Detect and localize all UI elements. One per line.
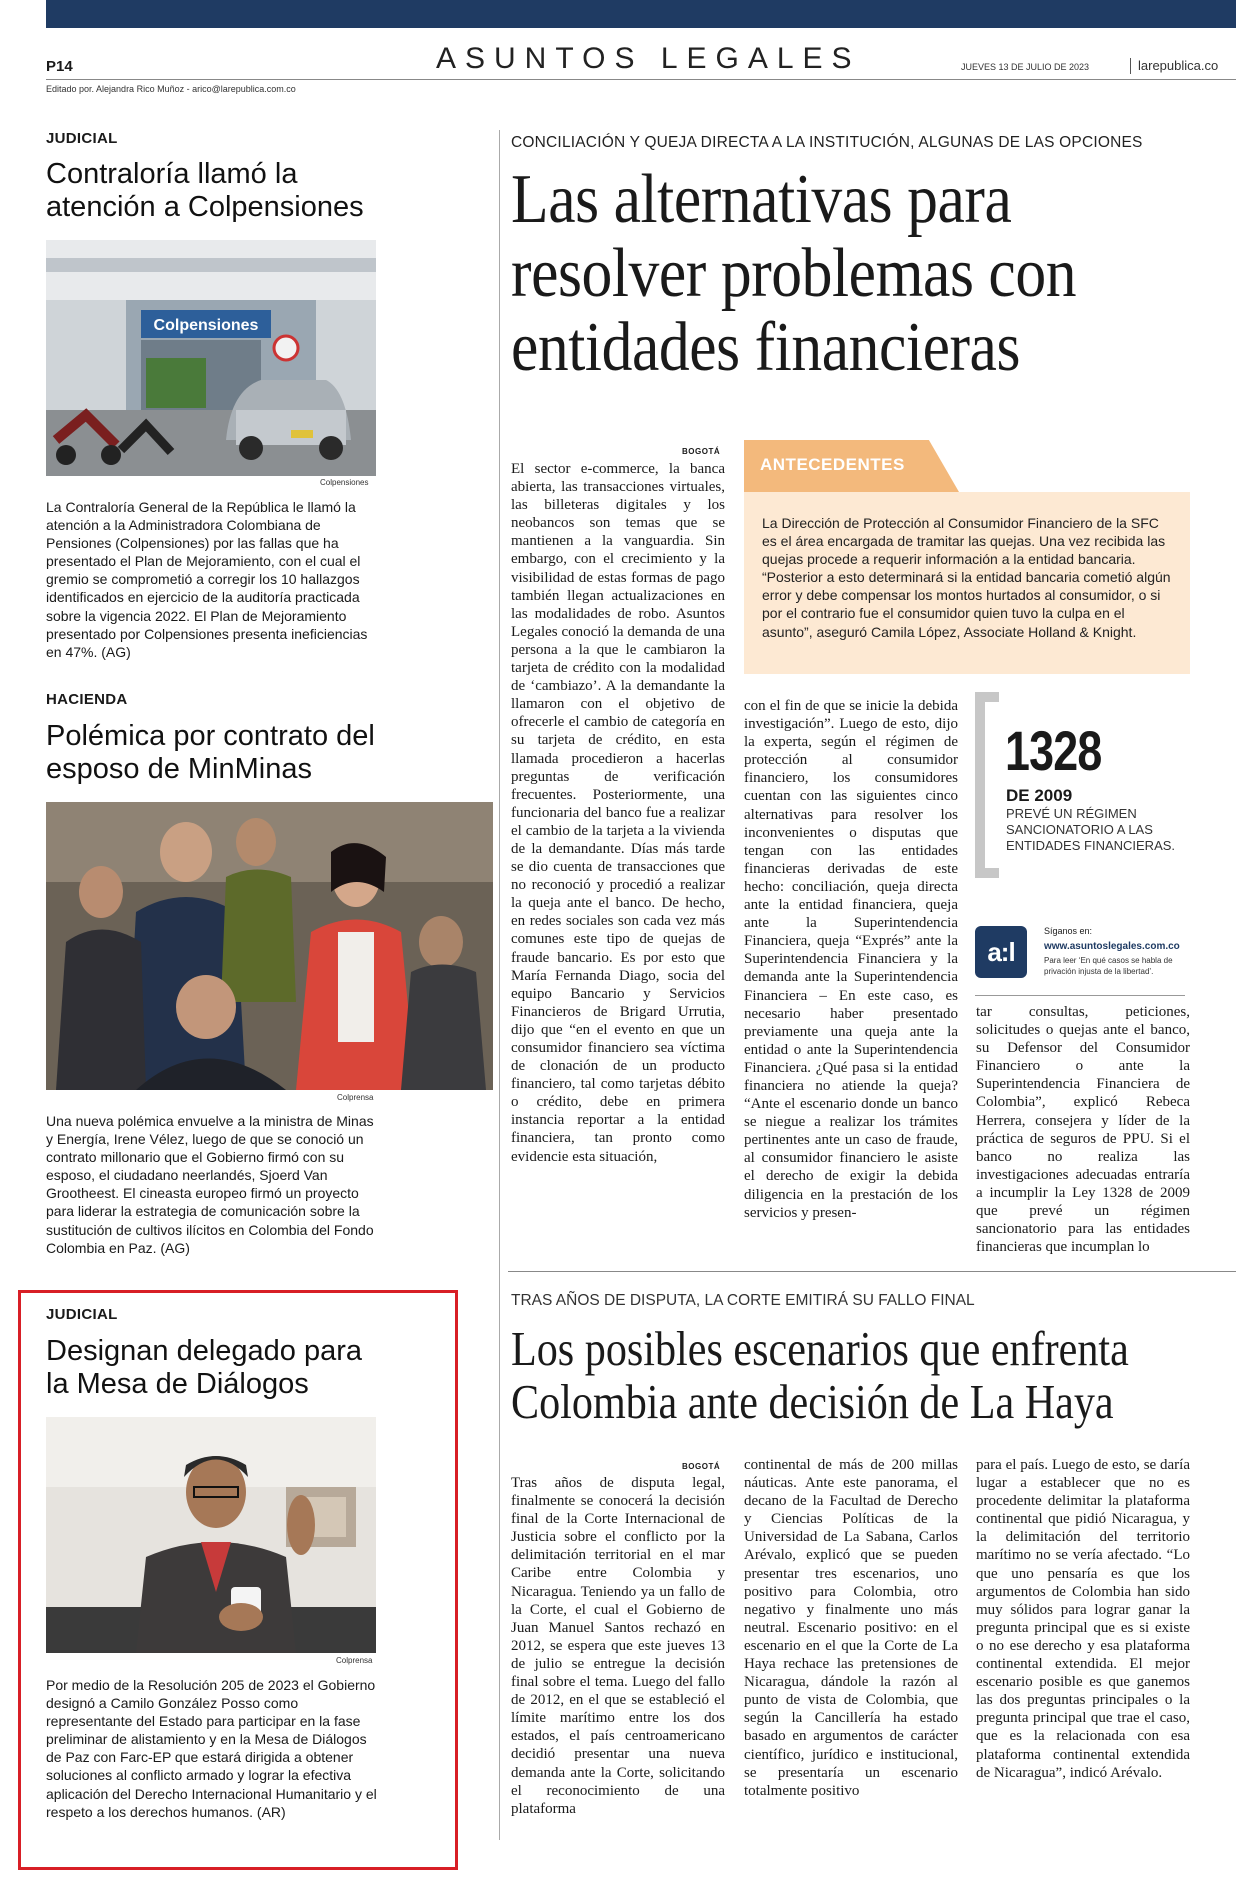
brief2-photo-credit: Colprensa xyxy=(337,1093,374,1102)
masthead xyxy=(46,28,1236,82)
column-divider xyxy=(499,130,500,1840)
antecedentes-label: ANTECEDENTES xyxy=(760,455,905,474)
article-divider xyxy=(508,1271,1236,1272)
minminas-photo xyxy=(46,802,493,1090)
fact-bracket xyxy=(975,692,999,878)
section-name: ASUNTOS LEGALES xyxy=(436,42,861,75)
follow-note: Para leer ‘En qué casos se habla de privación injusta de la libertad’. xyxy=(1044,956,1173,976)
second-headline-line2: Colombia ante decisión de La Haya xyxy=(511,1374,1114,1429)
brief3-body: Por medio de la Resolución 205 de 2023 el Gobierno designó a Camilo González Posso como representante del Estado para participar en la fase preliminar de alistamiento y en la Mesa de Diálogos de Paz con Farc-EP que estará dirigida a obtener soluciones al conflicto armado y lograr la efectiva aplicación del Derecho Internacional Humanitario y el respeto a los derechos humanos. (AR) xyxy=(46,1677,377,1820)
brief2-title: Polémica por contrato del esposo de MinMinas xyxy=(46,720,375,785)
main-kicker: CONCILIACIÓN Y QUEJA DIRECTA A LA INSTITUCIÓN, ALGUNAS DE LAS OPCIONES xyxy=(511,134,1143,151)
fact-description: PREVÉ UN RÉGIMEN SANCIONATORIO A LAS ENTIDADES FINANCIERAS. xyxy=(1006,806,1176,853)
header-rule xyxy=(46,79,1236,80)
brief1-title: Contraloría llamó la atención a Colpensiones xyxy=(46,158,364,223)
brief3-kicker: JUDICIAL xyxy=(46,1306,118,1323)
site-url[interactable]: larepublica.co xyxy=(1138,58,1219,73)
colpensiones-photo xyxy=(46,240,376,476)
page-number: P14 xyxy=(46,58,73,75)
second-headline-line1: Los posibles escenarios que enfrenta xyxy=(511,1321,1129,1376)
fact-subtitle: DE 2009 xyxy=(1006,786,1073,805)
second-kicker: TRAS AÑOS DE DISPUTA, LA CORTE EMITIRÁ SU FALLO FINAL xyxy=(511,1292,975,1309)
delegate-photo xyxy=(46,1417,376,1653)
main-dateline: BOGOTÁ xyxy=(682,447,721,456)
editor-credit: Editado por. Alejandra Rico Muñoz - arico@larepublica.com.co xyxy=(46,84,296,94)
masthead-bar xyxy=(46,0,1236,28)
brief3-photo-credit: Colprensa xyxy=(336,1656,373,1665)
second-column-1: Tras años de disputa legal, finalmente se conocerá la decisión final de la Corte Internacional de Justicia sobre el conflicto por la delimitación territorial en el mar Caribe entre Colombia y Nicaragua. Teniendo ya un fallo de la Corte, el cual el Gobierno de Juan Manuel Santos rechazó en 2012, se espera que este jueves 13 de julio se entregue la decisión final sobre el tema. Luego del fallo de 2012, en el que se estableció el límite marítimo entre los dos estados, el país centroamericano decidió presentar una nueva demanda ante la Corte, solicitando el reconocimiento de una plataforma xyxy=(511,1475,725,1817)
brief1-kicker: JUDICIAL xyxy=(46,130,118,147)
main-column-3: tar consultas, peticiones, solicitudes o quejas ante el banco, su Defensor del Consumidor Financiero o ante la Superintendencia Financiera de Colombia”, explicó Rebeca Herrera, consejera y líder de la práctica de seguros de PPU. Si el banco no realiza las investigaciones adecuadas entraría a incumplir la Ley 1328 de 2009 que prevé un régimen sancionatorio para las entidades financieras que incumplan lo xyxy=(976,1004,1190,1256)
brief1-photo-credit: Colpensiones xyxy=(320,478,369,487)
antecedentes-text: La Dirección de Protección al Consumidor Financiero de la SFC es el área encargada de tramitar las quejas. Una vez recibida las quejas procede a requerir información a la entidad bancaria. “Posterior a esto determinará si la entidad bancaria cometió algún error y debe compensar los montos hurtados al consumidor, o si por el contrario fue el consumidor quien tuvo la culpa en el asunto”, aseguró Camila López, Associate Holland & Knight. xyxy=(762,515,1171,640)
second-dateline: BOGOTÁ xyxy=(682,1462,721,1471)
main-headline-text: Las alternativas para resolver problemas con entidades financieras xyxy=(511,161,1077,386)
follow-url[interactable]: www.asuntoslegales.com.co xyxy=(1044,941,1180,952)
brief3-title: Designan delegado para la Mesa de Diálogos xyxy=(46,1335,363,1400)
issue-date: JUEVES 13 DE JULIO DE 2023 xyxy=(961,62,1090,72)
fact-number: 1328 xyxy=(1005,719,1102,782)
follow-title: Síganos en: xyxy=(1044,926,1093,936)
brief1-body: La Contraloría General de la República le llamó la atención a la Administradora Colombiana de Pensiones (Colpensiones) por las fallas que ha presentado el Plan de Mejoramiento, con el cual el gremio se comprometió a corregir los 10 hallazgos identificados en ejercicio de la auditoría practicada sobre la vigencia 2022. El Plan de Mejoramiento presentado por Colpensiones presenta ineficiencias en 47%. (AG) xyxy=(46,499,368,660)
brief2-kicker: HACIENDA xyxy=(46,691,128,708)
main-headline xyxy=(511,163,1127,385)
second-headline xyxy=(511,1322,1129,1428)
second-column-2: continental de más de 200 millas náuticas. Ante este panorama, el decano de la Facultad de Derecho y Ciencias Políticas de la Universidad de La Sabana, Carlos Arévalo, explicó que se pueden presentar tres escenarios, uno positivo para Colombia, otro negativo y finalmente uno más neutral. Escenario positivo: en el escenario en el que la Corte de La Haya rechace las pretensiones de Nicaragua, dándole la razón al punto de vista de Colombia, que según la Cancillería ha estado basado en argumentos de carácter científico, jurídico e institucional, se presentaría un escenario totalmente positivo xyxy=(744,1457,958,1799)
asuntos-legales-logo: a:l xyxy=(975,926,1027,978)
main-column-1: El sector e-commerce, la banca abierta, las transacciones virtuales, las billeteras digitales y los neobancos son temas que se mantienen a la vanguardia. Sin embargo, con el crecimiento y la visibilidad de estas formas de pago también llegan actualizaciones en las modalidades de robo. Asuntos Legales conoció la demanda de una persona a la que le cambiaron la tarjeta de crédito con la modalidad de ‘cambiazo’. A la demandante la llamaron con el objetivo de ofrecerle el cambio de categoría en su tarjeta de crédito, en esta llamada procedieron a hacerlas preguntas de verificación frecuentes. Posteriormente, una funcionaria del banco fue a realizar el cambio de la tarjeta a la vivienda de la demandante. Días más tarde se dio cuenta de transacciones que no reconoció y procedió a realizar la queja ante el banco. De hecho, en redes sociales son cada vez más comunes este tipo de quejas de fraude bancario. Es por esto que María Fernanda Diago, socia del equipo Bancario y Servicios Financieros de Brigard Urrutia, dijo que “en el evento en que un consumidor financiero sea víctima de clonación de un producto financiero, tal como tarjetas débito o crédito, debe en primera instancia reportar a la entidad financiera, tan pronto como evidencie esta situación, xyxy=(511,461,725,1165)
masthead-divider xyxy=(1130,58,1131,74)
brief2-body: Una nueva polémica envuelve a la ministra de Minas y Energía, Irene Vélez, luego de que se conoció un contrato millonario que el Gobierno firmó con su esposo, el ciudadano neerlandés, Sjoerd Van Grootheest. El cineasta europeo firmó un proyecto para liderar la estrategia de comunicación sobre la sustitución de cultivos ilícitos en Colombia del Fondo Colombia en Paz. (AG) xyxy=(46,1113,374,1256)
follow-rule xyxy=(975,995,1185,996)
colpensiones-sign: Colpensiones xyxy=(153,317,259,334)
second-column-3: para el país. Luego de esto, se daría lugar a establecer que no es procedente delimitar la plataforma continental que pidió Nicaragua, y la delimitación del territorio marítimo no se vería afectado. “Lo que uno pensaría es que los argumentos de Colombia han sido muy sólidos para lograr ganar la pregunta principal que es si existe o no ese derecho y esa plataforma continental extendida. El mejor escenario posible es que ganemos las dos preguntas principales o la pregunta principal que trae el caso, que es la relacionada con esa plataforma continental extendida de Nicaragua”, indicó Arévalo. xyxy=(976,1457,1190,1781)
main-column-2: con el fin de que se inicie la debida investigación”. Luego de esto, dijo la experta, según el régimen de protección al consumidor financiero, los consumidores cuentan con las siguientes cinco alternativas para resolver los inconvenientes o disputas que tengan con las entidades financieras derivadas de este hecho: conciliación, queja directa ante la entidad financiera, queja ante la Superintendencia Financiera, queja “Exprés” ante la Superintendencia Financiera y la demanda ante la Superintendencia Financiera – En este caso, es necesario haber presentado previamente una queja ante la entidad o ante la Superintendencia Financiera. ¿Qué pasa si la entidad financiera no atiende la queja? “Ante el escenario donde un banco se niegue a realizar los trámites pertinentes ante un caso de fraude, al consumidor financiero le asiste el derecho de exigir la debida diligencia en la prestación de los servicios y presen- xyxy=(744,698,958,1221)
